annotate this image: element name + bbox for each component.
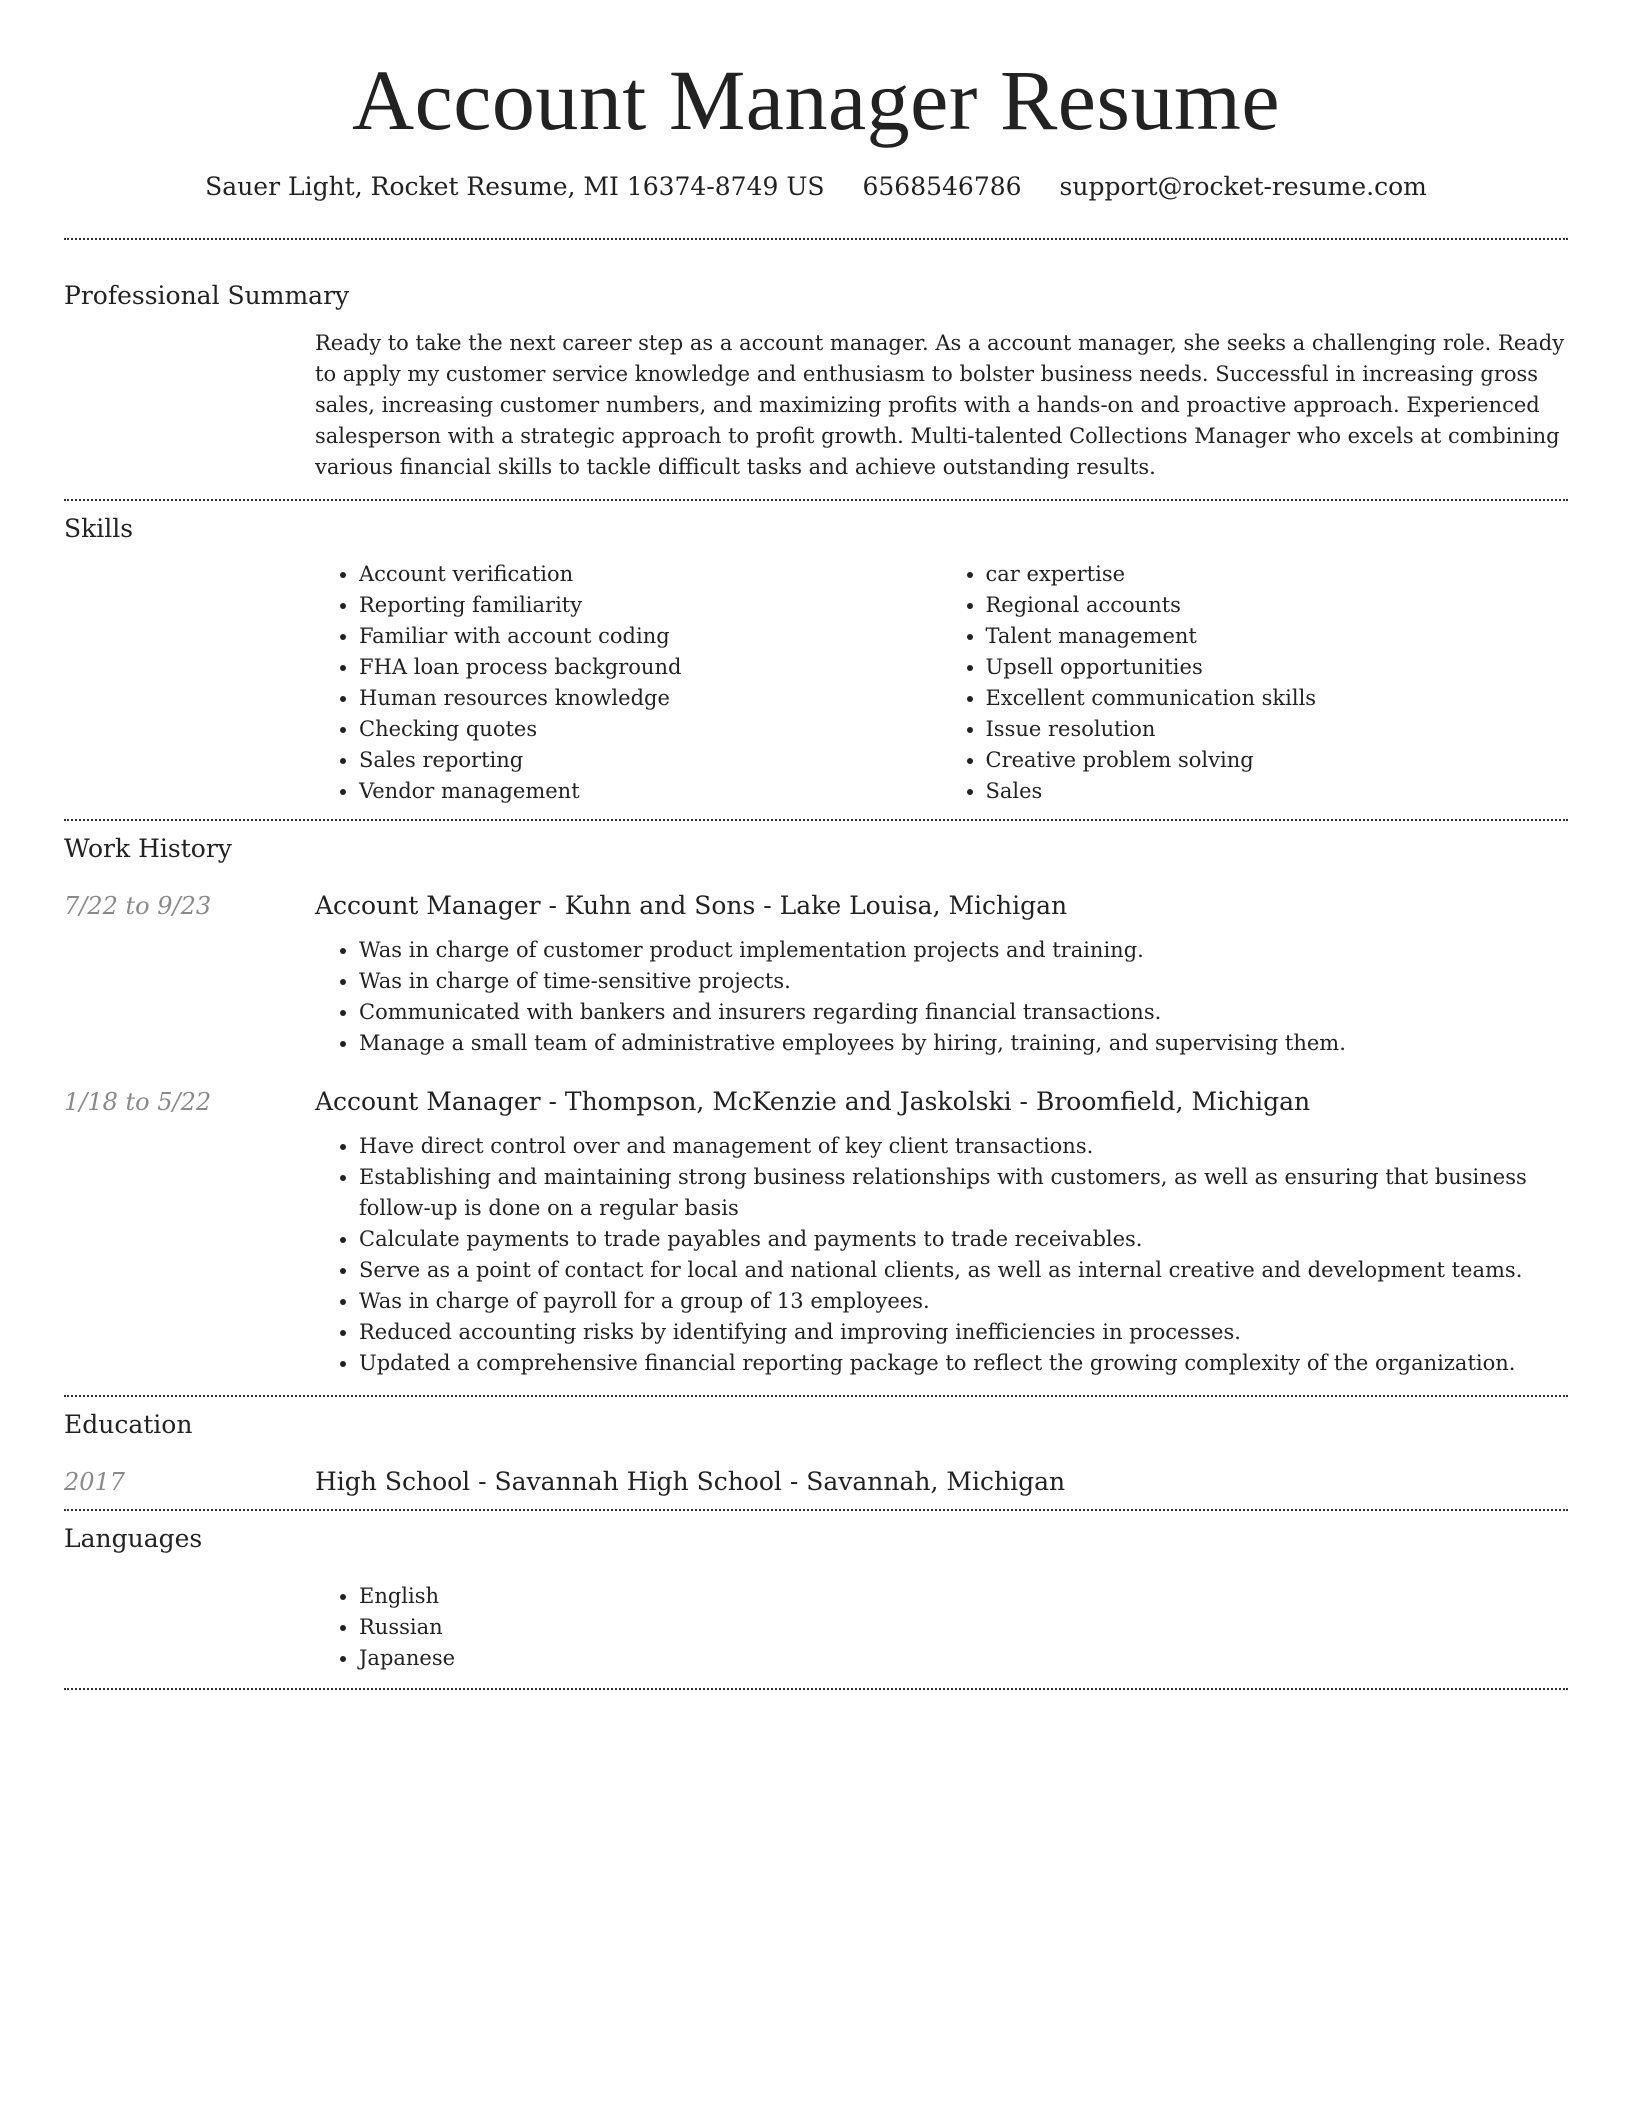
education-entry: [64, 1465, 1568, 1499]
job-duty-item: • Establishing and maintaining strong business relationships with customers, as well as ensuring that business follow-up is done on a regular basis: [359, 1162, 1568, 1224]
job-duty-item: • Was in charge of payroll for a group of 13 employees.: [359, 1286, 1568, 1317]
job-duty-item: • Updated a comprehensive financial reporting package to reflect the growing complexity of the organization.: [359, 1348, 1568, 1379]
summary-text: Ready to take the next career step as a account manager. As a account manager, she seeks a challenging role. Ready to apply my customer service knowledge and enthusiasm to bolster business needs. Successful in increasing gross sales, increasing customer numbers, and maximizing profits with a hands-on and proactive approach. Experienced salesperson with a strategic approach to profit growth. Multi-talented Collections Manager who excels at combining various financial skills to tackle difficult tasks and achieve outstanding results.: [315, 331, 1565, 479]
skill-item: • Regional accounts: [986, 590, 1569, 621]
job-entry-header: [64, 889, 1568, 923]
section-title-languages: Languages: [64, 1524, 203, 1553]
contact-line: [64, 170, 1568, 204]
skills-grid: [315, 559, 1568, 807]
job-duty-item: • Was in charge of customer product implementation projects and training.: [359, 935, 1568, 966]
skill-item: • Checking quotes: [359, 714, 942, 745]
section-title-work-history: Work History: [64, 834, 232, 863]
skill-item: • Account verification: [359, 559, 942, 590]
resume-title: Account Manager Resume: [351, 52, 1281, 148]
job-duties-list: [315, 1131, 1568, 1379]
skills-list-left: [315, 559, 942, 807]
languages-list: [315, 1581, 1568, 1674]
language-item: • English: [359, 1581, 1568, 1612]
job-dates: 7/22 to 9/23: [64, 892, 212, 920]
language-item: • Japanese: [359, 1643, 1568, 1674]
skill-item: • Upsell opportunities: [986, 652, 1569, 683]
skill-item: • Talent management: [986, 621, 1569, 652]
skill-item: • Vendor management: [359, 776, 942, 807]
job-duty-item: • Serve as a point of contact for local and national clients, as well as internal creative and development teams.: [359, 1255, 1568, 1286]
education-year: 2017: [64, 1468, 126, 1496]
skill-item: • Human resources knowledge: [359, 683, 942, 714]
divider: [64, 819, 1568, 821]
section-title-education: Education: [64, 1410, 193, 1439]
contact-phone: 6568546786: [862, 172, 1022, 201]
skills-list-right: [942, 559, 1569, 807]
job-duties: [315, 1131, 1568, 1379]
job-duty-item: • Was in charge of time-sensitive projects.: [359, 966, 1568, 997]
skill-item: • car expertise: [986, 559, 1569, 590]
skill-item: • FHA loan process background: [359, 652, 942, 683]
skill-item: • Sales: [986, 776, 1569, 807]
job-entry-header: [64, 1085, 1568, 1119]
job-duty-item: • Communicated with bankers and insurers regarding financial transactions.: [359, 997, 1568, 1028]
divider: [64, 1395, 1568, 1397]
skill-item: • Familiar with account coding: [359, 621, 942, 652]
skill-item: • Issue resolution: [986, 714, 1569, 745]
divider: [64, 1509, 1568, 1511]
education-title: High School - Savannah High School - Savannah, Michigan: [315, 1467, 1066, 1496]
skill-item: • Sales reporting: [359, 745, 942, 776]
job-dates: 1/18 to 5/22: [64, 1088, 212, 1116]
job-duties: [315, 935, 1568, 1059]
divider: [64, 1688, 1568, 1690]
divider: [64, 499, 1568, 501]
skill-item: • Creative problem solving: [986, 745, 1569, 776]
languages-block: [315, 1581, 1568, 1674]
contact-email: support@rocket-resume.com: [1059, 172, 1427, 201]
section-title-skills: Skills: [64, 514, 134, 543]
job-title: Account Manager - Kuhn and Sons - Lake Louisa, Michigan: [315, 891, 1068, 920]
skill-item: • Excellent communication skills: [986, 683, 1569, 714]
job-duty-item: • Have direct control over and management of key client transactions.: [359, 1131, 1568, 1162]
skill-item: • Reporting familiarity: [359, 590, 942, 621]
job-duty-item: • Calculate payments to trade payables and payments to trade receivables.: [359, 1224, 1568, 1255]
job-duties-list: [315, 935, 1568, 1059]
language-item: • Russian: [359, 1612, 1568, 1643]
divider: [64, 238, 1568, 240]
job-duty-item: • Reduced accounting risks by identifying and improving inefficiencies in processes.: [359, 1317, 1568, 1348]
job-duty-item: • Manage a small team of administrative employees by hiring, training, and supervising them.: [359, 1028, 1568, 1059]
section-title-summary: Professional Summary: [64, 281, 350, 310]
contact-address: Sauer Light, Rocket Resume, MI 16374-8749 US: [205, 172, 825, 201]
job-title: Account Manager - Thompson, McKenzie and Jaskolski - Broomfield, Michigan: [315, 1087, 1311, 1116]
